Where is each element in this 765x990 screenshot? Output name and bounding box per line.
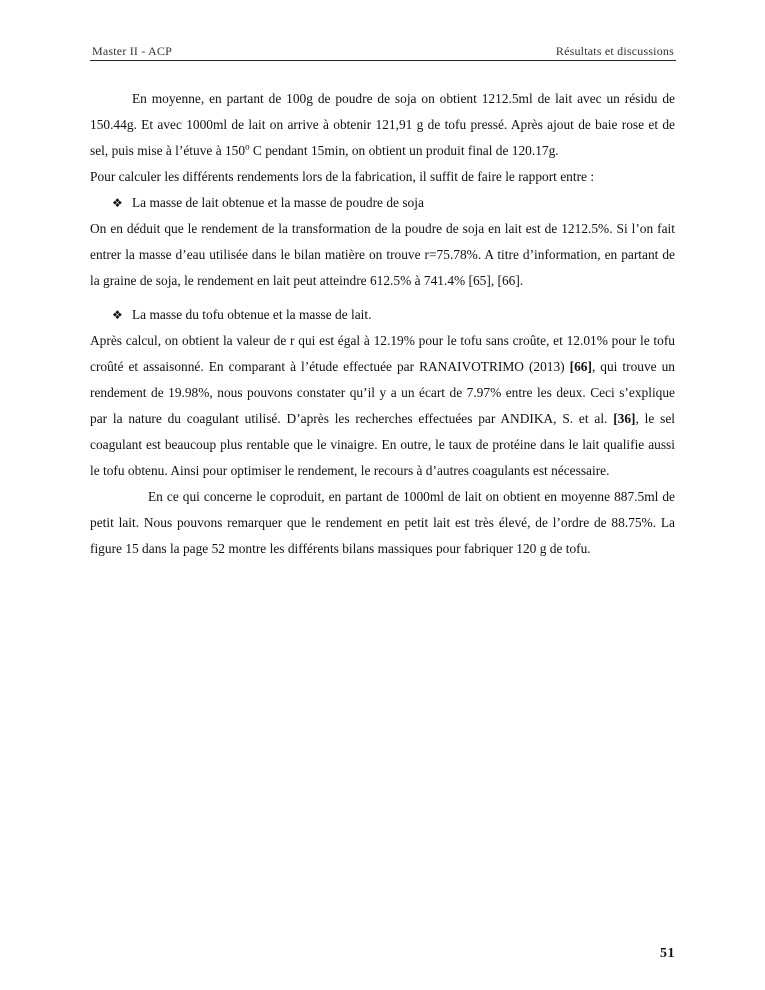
diamond-bullet-icon: ❖ [112, 196, 123, 210]
header-course-title: Master II - ACP [92, 44, 172, 58]
bullet-item-tofu-ratio: ❖ La masse du tofu obtenue et la masse de lait. [90, 302, 675, 328]
bullet-item-milk-ratio: ❖ La masse de lait obtenue et la masse de poudre de soja [90, 190, 675, 216]
reference-36: [36] [613, 411, 636, 426]
paragraph-yield-method: Pour calculer les différents rendements lors de la fabrication, il suffit de faire le rapport entre : [90, 169, 595, 184]
paragraph-milk-yield: On en déduit que le rendement de la transformation de la poudre de soja en lait est de 1212.5%. Si l’on fait entrer la masse d’eau utilisée dans le bilan matière on trouve r=75.78%. A titre d’information, en partant de la graine de soja, le rendement en lait peut atteindre 612.5% à 741.4% [65], [66]. [90, 221, 675, 288]
reference-66: [66] [569, 359, 592, 374]
paragraph-tofu-yield: Après calcul, on obtient la valeur de r qui est égal à 12.19% pour le tofu sans croûte, et 12.01% pour le tofu croûté et assaisonné. En comparant à l’étude effectuée par RANAIVOTRIMO (2013) [66], qui trouve un rendement de 19.98%, nous pouvons constater qu’il y a un écart de 7.97% entre les deux. Ceci s’explique par la nature du coagulant utilisé. D’après les recherches effectuées par ANDIKA, S. et al. [36], le sel coagulant est beaucoup plus rentable que le vinaigre. En outre, le taux de protéine dans le lait qualifie aussi le tofu obtenu. Ainsi pour optimiser le rendement, le recours à d’autres coagulants est nécessaire. [90, 333, 675, 478]
page-number: 51 [660, 946, 675, 961]
page-header [90, 42, 676, 61]
page-body [90, 86, 675, 562]
paragraph-coproduct: En ce qui concerne le coproduit, en partant de 1000ml de lait on obtient en moyenne 887.5ml de petit lait. Nous pouvons remarquer que le rendement en petit lait est très élevé, de l’ordre de 88.75%. La figure 15 dans la page 52 montre les différents bilans massiques pour fabriquer 120 g de tofu. [90, 489, 675, 556]
degree-superscript: o [245, 141, 250, 152]
paragraph-yield-overview: En moyenne, en partant de 100g de poudre de soja on obtient 1212.5ml de lait avec un résidu de 150.44g. Et avec 1000ml de lait on arrive à obtenir 121,91 g de tofu pressé. Après ajout de baie rose et de sel, puis mise à l’étuve à 150$^o$ C pendant 15min, on obtient un produit final de 120.17g. [90, 91, 675, 158]
header-section-title: Résultats et discussions [555, 44, 674, 58]
diamond-bullet-icon: ❖ [112, 308, 123, 322]
